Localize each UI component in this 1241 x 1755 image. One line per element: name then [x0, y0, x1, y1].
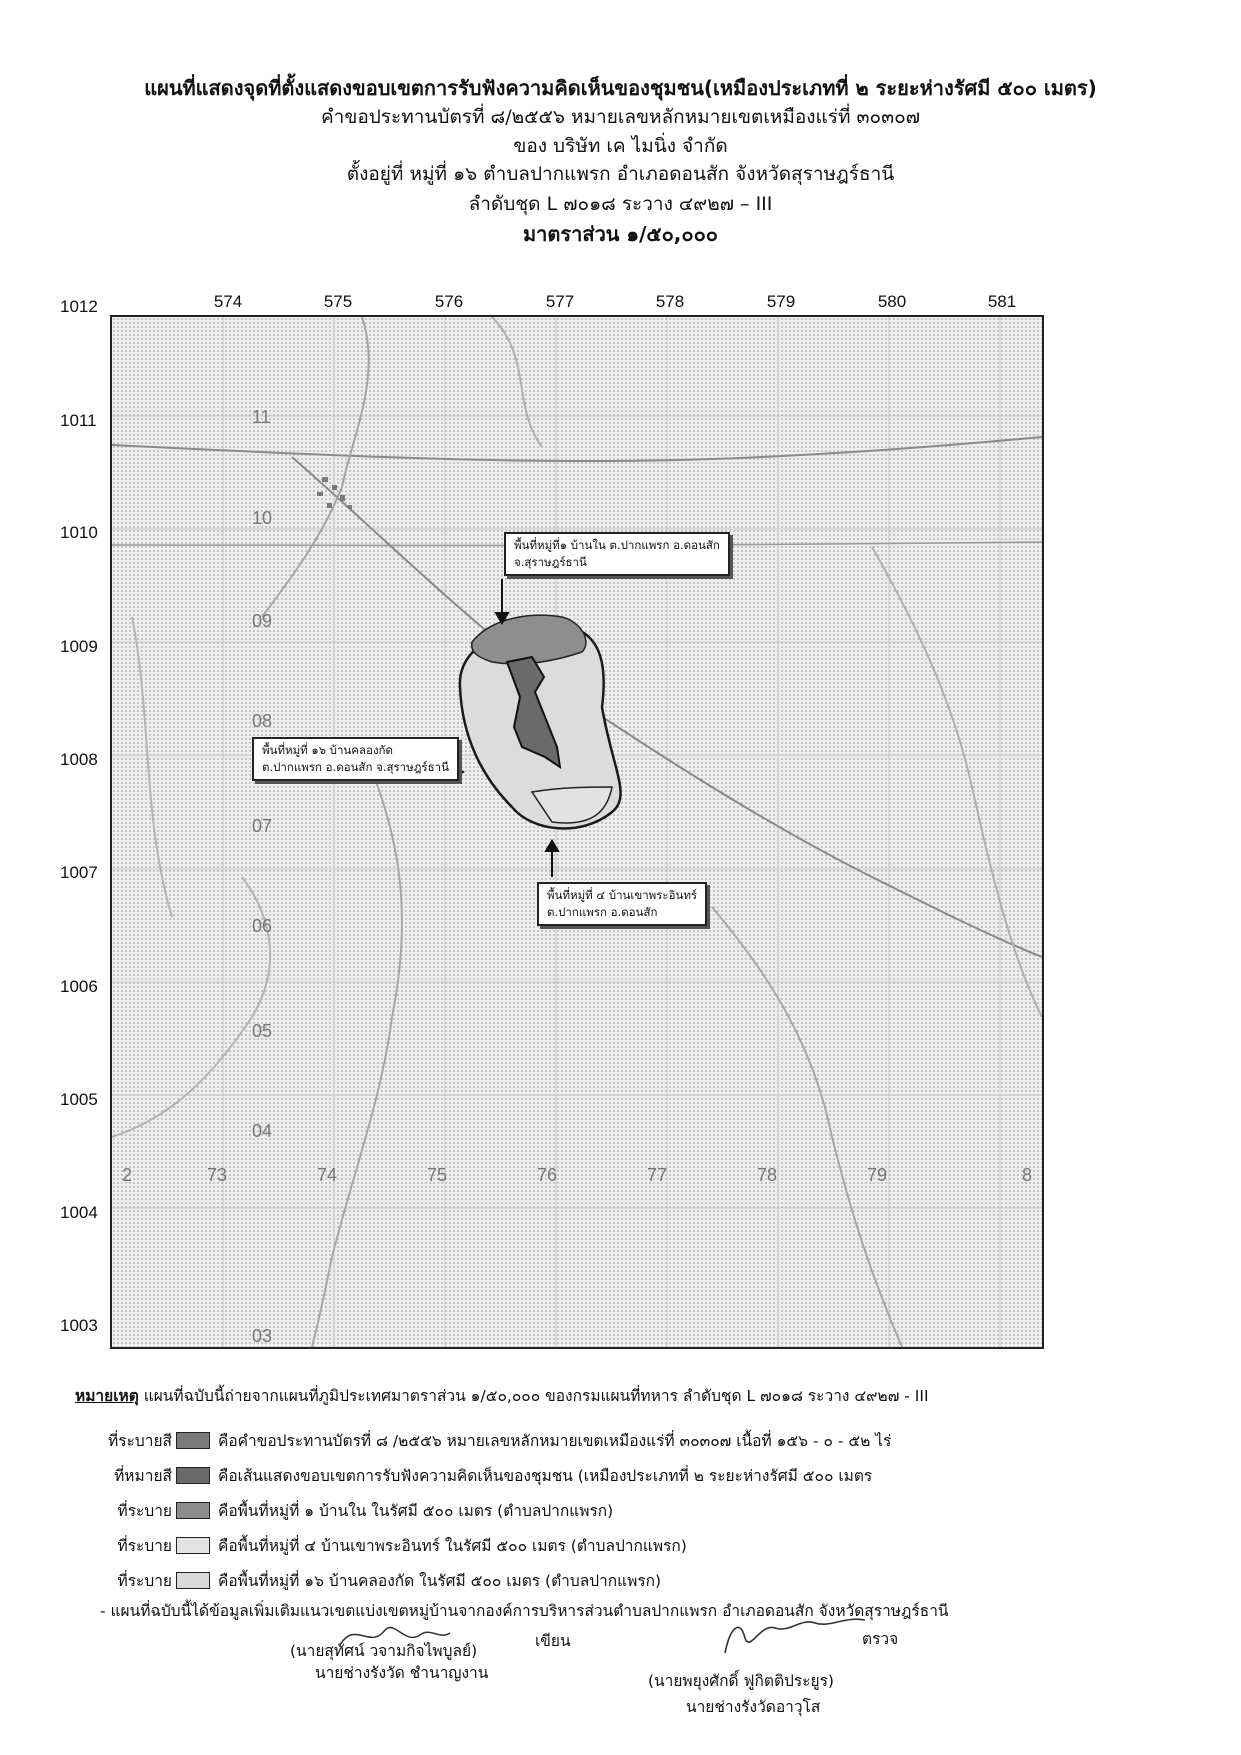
legend-text: คือคำขอประทานบัตรที่ ๘ /๒๕๕๖ หมายเลขหลักหมายเขตเหมืองแร่ที่ ๓๐๓๐๗ เนื้อที่ ๑๕๖ - ๐ - ๕๒ ไร่ — [218, 1431, 892, 1450]
note-label: หมายเหตุ — [75, 1387, 139, 1405]
checker-role: ตรวจ — [862, 1630, 899, 1648]
grid-label-left: 09 — [252, 611, 273, 631]
y-tick-1012: 1012 — [60, 297, 98, 316]
x-tick-576: 576 — [434, 292, 464, 311]
legend-text: คือพื้นที่หมู่ที่ ๔ บ้านเขาพระอินทร์ ในรัศมี ๕๐๐ เมตร (ตำบลปากแพรก) — [218, 1536, 687, 1555]
community-boundary-area — [460, 615, 621, 828]
grid-label-bottom: 75 — [427, 1165, 448, 1185]
callout-moo-4-line1: พื้นที่หมู่ที่ ๔ บ้านเขาพระอินทร์ — [547, 888, 698, 902]
topographic-map — [112, 317, 1042, 1347]
legend-prefix: ที่ระบาย — [117, 1571, 172, 1590]
grid-label-left: 06 — [252, 916, 273, 936]
writer-role: เขียน — [535, 1632, 571, 1650]
checker-name: (นายพยุงศักดิ์ ฟูกิตติประยูร) — [648, 1672, 834, 1690]
map-frame — [110, 315, 1044, 1349]
company-line: ของ บริษัท เค ไมนิ่ง จำกัด — [513, 135, 728, 157]
map-title: แผนที่แสดงจุดที่ตั้งแสดงขอบเขตการรับฟังความคิดเห็นของชุมชน(เหมืองประเภทที่ ๒ ระยะห่างรัศมี ๕๐๐ เมตร) — [144, 76, 1097, 100]
callout-moo-1 — [504, 532, 730, 576]
legend-swatch — [176, 1572, 210, 1589]
legend-text: คือพื้นที่หมู่ที่ ๑๖ บ้านคลองกัด ในรัศมี ๕๐๐ เมตร (ตำบลปากแพรก) — [218, 1571, 662, 1590]
callout-moo-16-line1: พื้นที่หมู่ที่ ๑๖ บ้านคลองกัด — [262, 743, 393, 757]
x-tick-577: 577 — [545, 292, 575, 311]
legend-swatch — [176, 1432, 210, 1449]
road-north — [112, 437, 1042, 461]
x-tick-581: 581 — [987, 292, 1017, 311]
callout-moo-4 — [537, 882, 707, 926]
stream-southwest — [112, 877, 273, 1137]
grid-label-bottom: 79 — [867, 1165, 888, 1185]
legend-prefix: ที่ระบายสี — [108, 1431, 172, 1450]
writer-name: (นายสุทัศน์ วจามกิจไพบูลย์) — [290, 1642, 478, 1660]
y-tick-1009: 1009 — [60, 637, 98, 656]
grid-label-bottom: 76 — [537, 1165, 558, 1185]
note-text: แผนที่ฉบับนี้ถ่ายจากแผนที่ภูมิประเทศมาตราส่วน ๑/๕๐,๐๐๐ ของกรมแผนที่ทหาร ลำดับชุด L ๗๐๑๘ ระวาง ๔๙๒๗ - III — [138, 1387, 929, 1405]
stream-northwest — [262, 317, 369, 617]
grid-label-bottom: 78 — [757, 1165, 778, 1185]
legend-row — [80, 1428, 891, 1452]
y-tick-1010: 1010 — [60, 523, 98, 542]
legend-prefix: ที่หมายสี — [114, 1466, 172, 1485]
legend-swatch — [176, 1467, 210, 1484]
legend-row — [80, 1498, 613, 1522]
checker-signature — [720, 1608, 870, 1658]
map-sheet-line: ลำดับชุด L ๗๐๑๘ ระวาง ๔๙๒๗ – III — [468, 193, 773, 215]
grid-label-left: 05 — [252, 1021, 273, 1041]
legend-prefix: ที่ระบาย — [117, 1536, 172, 1555]
callout-moo-16 — [252, 737, 459, 781]
scale-line: มาตราส่วน ๑/๕๐,๐๐๐ — [522, 222, 718, 246]
x-tick-574: 574 — [213, 292, 243, 311]
grid-label-left: 08 — [252, 711, 273, 731]
callout-moo-1-line2: จ.สุราษฎร์ธานี — [514, 555, 587, 569]
callout-moo-16-line2: ต.ปากแพรก อ.ดอนสัก จ.สุราษฎร์ธานี — [262, 760, 449, 774]
x-tick-579: 579 — [766, 292, 796, 311]
grid-label-left: 11 — [252, 407, 271, 427]
legend-row — [80, 1533, 687, 1557]
stream-west — [312, 747, 402, 1347]
legend-swatch — [176, 1502, 210, 1519]
y-tick-1008: 1008 — [60, 750, 98, 769]
legend-text: คือเส้นแสดงขอบเขตการรับฟังความคิดเห็นของชุมชน (เหมืองประเภทที่ ๒ ระยะห่างรัศมี ๕๐๐ เมตร — [218, 1466, 873, 1485]
grid-label-bottom: 73 — [207, 1165, 228, 1185]
grid-label-bottom: 2 — [122, 1165, 133, 1185]
x-tick-578: 578 — [655, 292, 685, 311]
grid-label-left: 03 — [252, 1326, 273, 1346]
grid-label-left: 07 — [252, 816, 273, 836]
callout-moo-1-line1: พื้นที่หมู่ที่๑ บ้านใน ต.ปากแพรก อ.ดอนสัก — [514, 538, 720, 552]
y-tick-1005: 1005 — [60, 1090, 98, 1109]
legend-swatch — [176, 1537, 210, 1554]
stream-north — [492, 317, 542, 447]
callout-moo-4-line2: ต.ปากแพรก อ.ดอนสัก — [547, 905, 658, 919]
map-note — [75, 1385, 929, 1407]
y-tick-1007: 1007 — [60, 863, 98, 882]
legend-row — [80, 1568, 661, 1592]
x-tick-580: 580 — [877, 292, 907, 311]
legend-text: คือพื้นที่หมู่ที่ ๑ บ้านใน ในรัศมี ๕๐๐ เมตร (ตำบลปากแพรก) — [218, 1501, 614, 1520]
legend-prefix: ที่ระบาย — [117, 1501, 172, 1520]
legend-row — [80, 1463, 872, 1487]
y-tick-1004: 1004 — [60, 1203, 98, 1222]
writer-position: นายช่างรังวัด ชำนาญงาน — [315, 1664, 489, 1682]
grid-label-bottom: 8 — [1022, 1165, 1033, 1185]
contour-west — [132, 617, 172, 917]
y-tick-1011: 1011 — [60, 411, 97, 430]
grid-label-left: 04 — [252, 1121, 273, 1141]
checker-position: นายช่างรังวัดอาวุโส — [686, 1698, 821, 1716]
grid-label-left: 10 — [252, 508, 273, 528]
y-tick-1003: 1003 — [60, 1316, 98, 1335]
location-line: ตั้งอยู่ที่ หมู่ที่ ๑๖ ตำบลปากแพรก อำเภอดอนสัก จังหวัดสุราษฎร์ธานี — [346, 163, 895, 185]
stream-south — [712, 907, 902, 1347]
grid-label-bottom: 74 — [317, 1165, 338, 1185]
concession-line: คำขอประทานบัตรที่ ๘/๒๕๕๖ หมายเลขหลักหมายเขตเหมืองแร่ที่ ๓๐๓๐๗ — [320, 106, 921, 128]
footnote: - แผนที่ฉบับนี้ได้ข้อมูลเพิ่มเติมแนวเขตแบ่งเขตหมู่บ้านจากองค์การบริหารส่วนตำบลปากแพรก อำเภอดอนสัก จังหวัดสุราษฎร์ธานี — [100, 1602, 949, 1620]
x-tick-575: 575 — [323, 292, 353, 311]
y-tick-1006: 1006 — [60, 977, 98, 996]
grid-label-bottom: 77 — [647, 1165, 668, 1185]
